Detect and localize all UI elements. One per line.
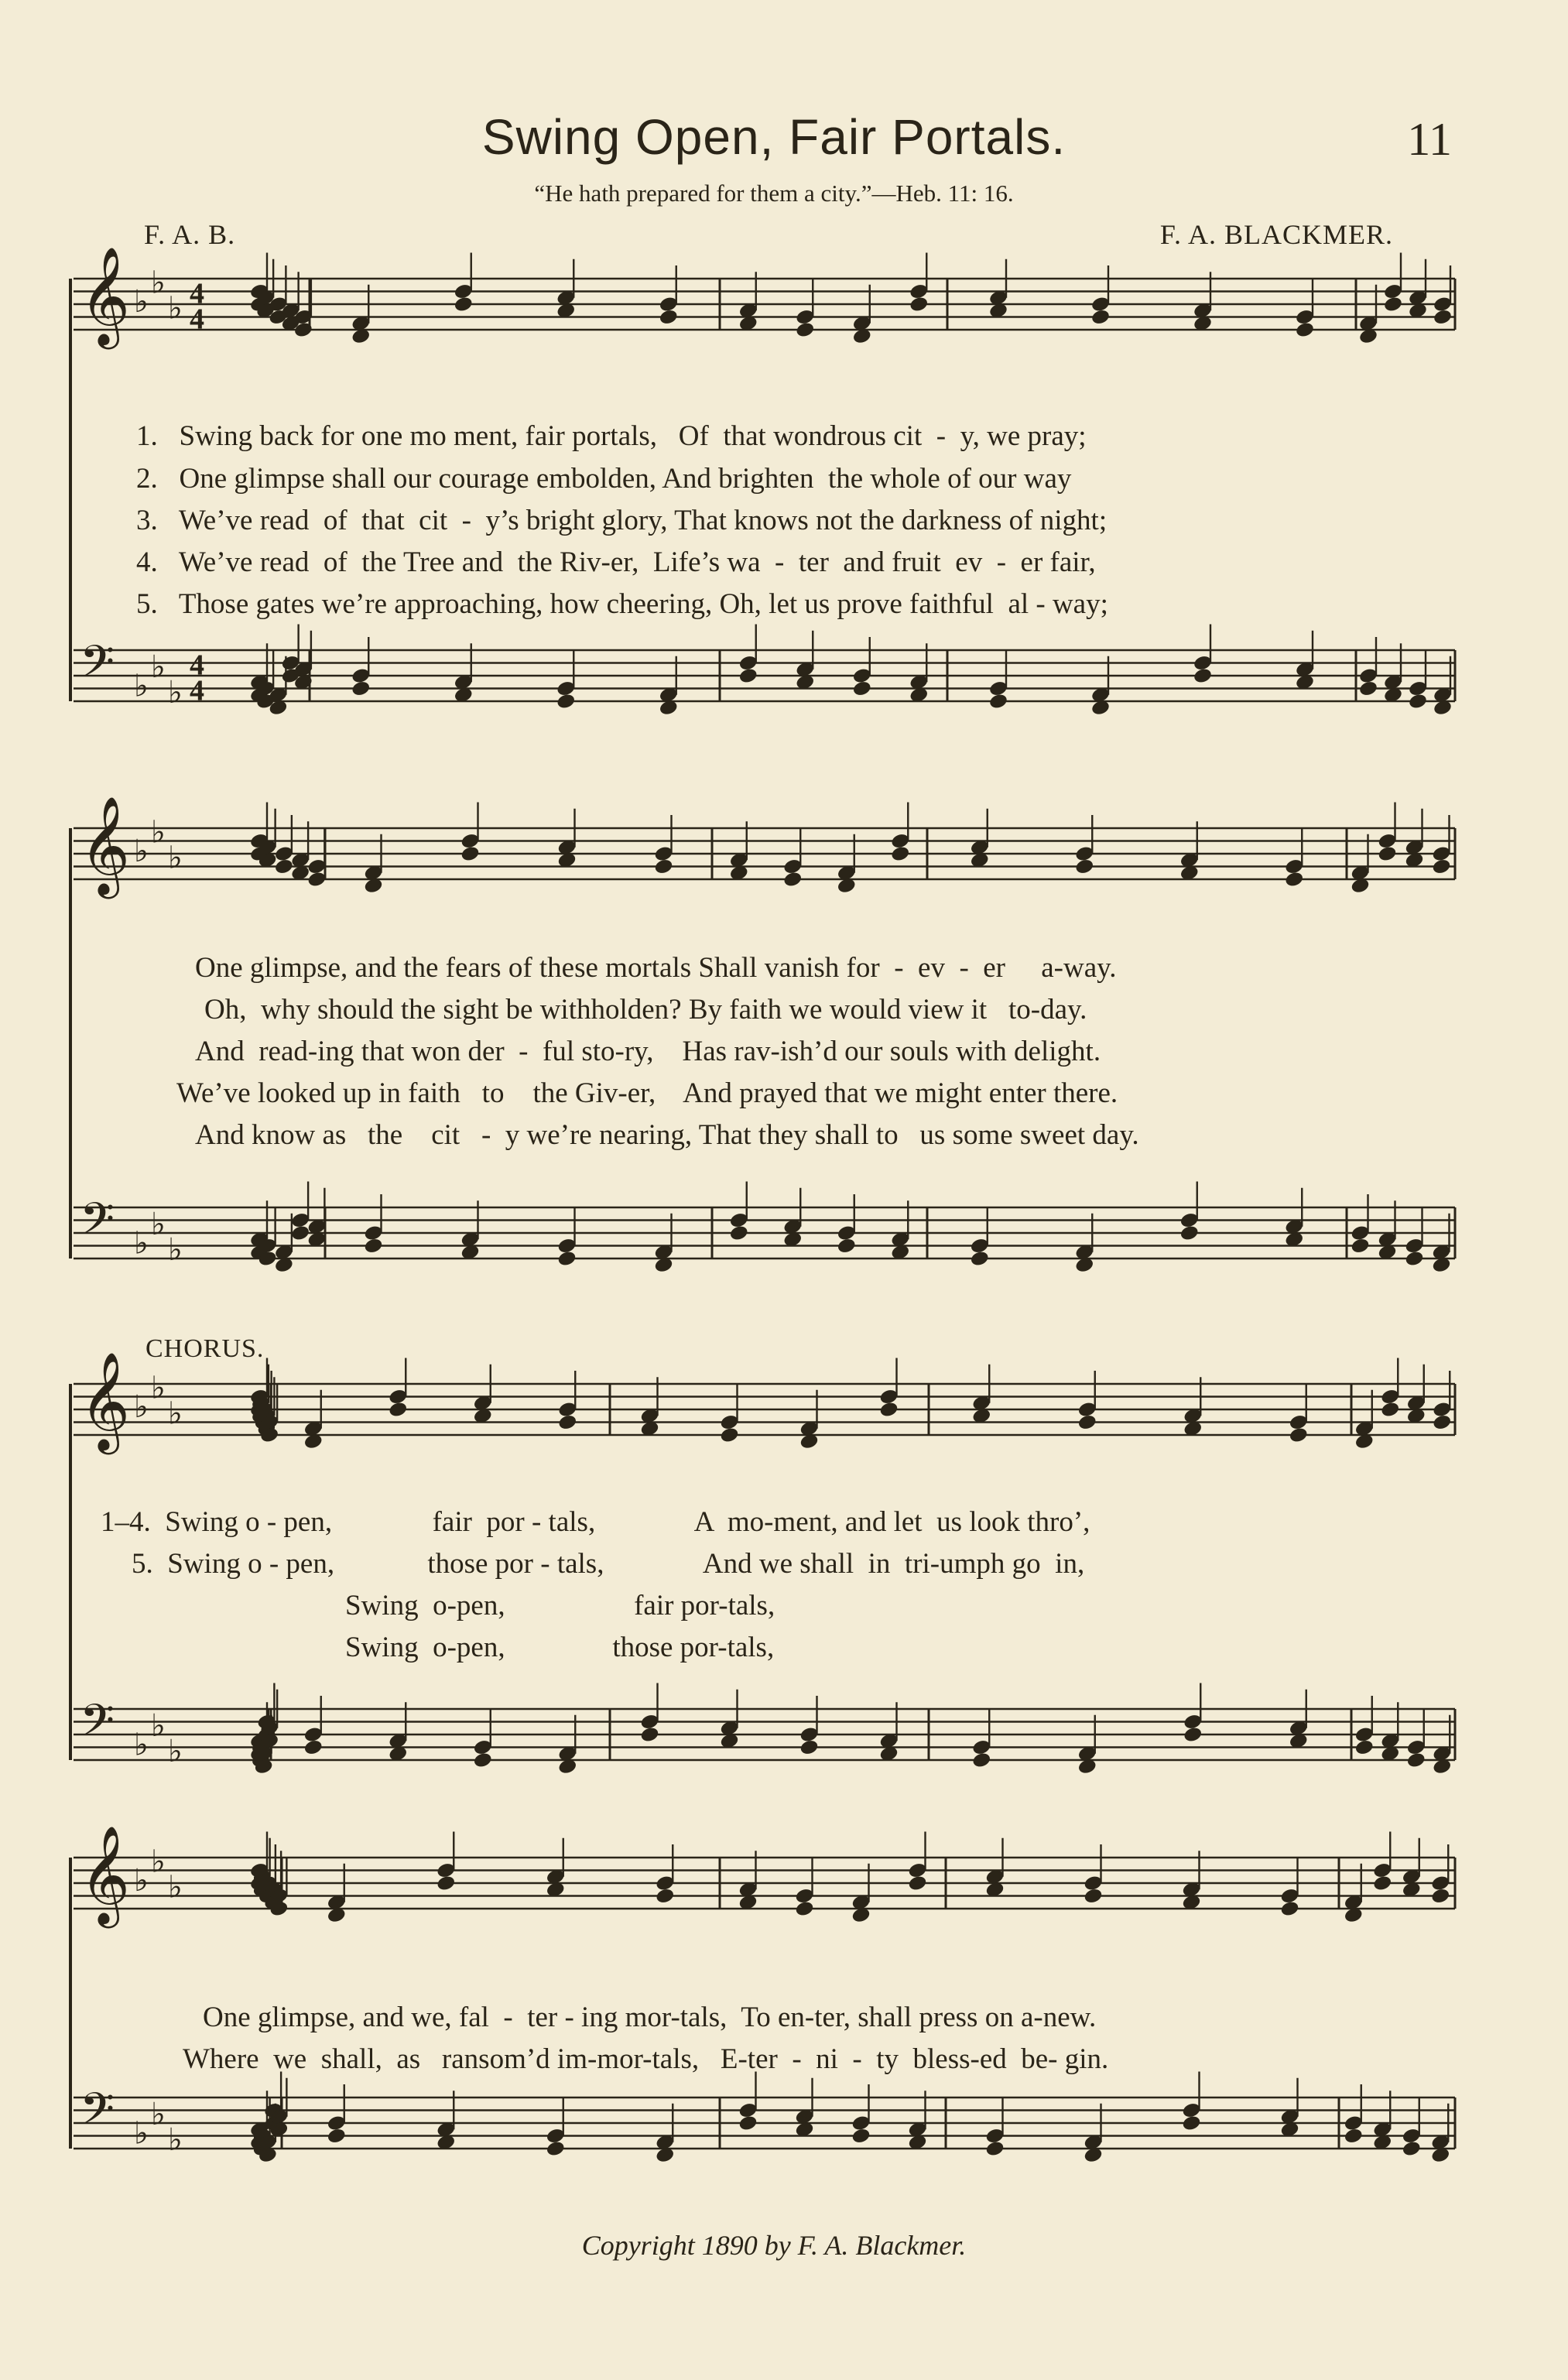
time-signature: 4 (190, 277, 204, 310)
chorus-line-2-a: One glimpse, and we, fal - ter - ing mor-tals, To en-ter, shall press on a-new. (203, 2002, 1097, 2033)
notehead (1404, 1250, 1424, 1268)
notehead (970, 1250, 990, 1268)
notehead (1074, 858, 1094, 875)
flat-icon: ♭ (151, 265, 166, 301)
notehead (556, 1250, 577, 1268)
music-system-2 (0, 795, 1568, 1324)
notehead (1431, 858, 1451, 875)
chorus-label: CHORUS. (146, 1334, 265, 1363)
scripture-epigraph: “He hath prepared for them a city.”—Heb. 11: 16. (534, 180, 1014, 207)
notehead (988, 693, 1008, 711)
notehead (729, 1224, 749, 1242)
notehead (655, 1887, 675, 1905)
notehead (1183, 1726, 1203, 1744)
flat-icon: ♭ (151, 814, 166, 851)
flat-icon: ♭ (168, 1733, 183, 1769)
notehead (1430, 1887, 1450, 1905)
time-signature: 4 (190, 303, 204, 336)
notehead (659, 308, 679, 326)
treble-clef-icon: 𝄞 (80, 245, 131, 345)
flat-icon: ♭ (134, 1727, 149, 1763)
flat-icon: ♭ (151, 1206, 166, 1242)
treble-staff (74, 1384, 1455, 1435)
notehead (1377, 845, 1397, 863)
flat-icon: ♭ (134, 834, 149, 869)
notehead (1289, 1426, 1309, 1444)
notehead (1383, 296, 1403, 313)
notehead (460, 845, 480, 863)
notehead (1358, 680, 1378, 697)
notehead (1083, 1887, 1103, 1905)
chorus-line-2-b: Where we shall, as ransom’d im-mor-tals, E-ter - ni - ty bless-ed be- gin. (183, 2043, 1109, 2075)
verse-1-line-2: One glimpse, and the fears of these mortals Shall vanish for - ev - er a-way. (195, 952, 1117, 984)
notehead (351, 680, 371, 697)
flat-icon: ♭ (168, 840, 183, 876)
notehead (639, 1726, 659, 1744)
notehead (852, 680, 872, 697)
time-signature: 4 (190, 674, 204, 707)
notehead (794, 1900, 814, 1918)
flat-icon: ♭ (151, 2096, 166, 2132)
notehead (878, 1401, 899, 1419)
flat-icon: ♭ (151, 649, 166, 685)
notehead (274, 858, 294, 875)
verse-4-line-1: 4. We’ve read of the Tree and the Riv-er, Life’s wa - ter and fruit ev - er fair, (136, 546, 1096, 578)
notehead (454, 296, 474, 313)
bass-clef-icon: 𝄢 (80, 635, 115, 700)
bass-staff (74, 1709, 1455, 1760)
notehead (1380, 1401, 1400, 1419)
bass-clef-icon: 𝄢 (80, 1193, 115, 1257)
flat-icon: ♭ (134, 1225, 149, 1262)
notehead (327, 2127, 347, 2145)
notehead (782, 871, 803, 889)
notehead (473, 1752, 493, 1769)
page-number: 11 (1407, 114, 1452, 165)
notehead (1432, 1413, 1452, 1431)
bass-clef-icon: 𝄢 (80, 1694, 115, 1758)
flat-icon: ♭ (168, 290, 183, 327)
notehead (1279, 1900, 1299, 1918)
flat-icon: ♭ (134, 668, 149, 704)
notehead (546, 2140, 566, 2158)
chorus-line-1-a: 1–4. Swing o - pen, fair por - tals, A mo-ment, and let us look thro’, (101, 1506, 1090, 1538)
notehead (1408, 693, 1428, 711)
flat-icon: ♭ (134, 1863, 149, 1899)
notehead (984, 2140, 1005, 2158)
verse-5-line-1: 5. Those gates we’re approaching, how cheering, Oh, let us prove faithful al - way; (136, 588, 1108, 620)
chorus-line-1-d: Swing o-pen, those por-tals, (345, 1632, 775, 1663)
copyright-notice: Copyright 1890 by F. A. Blackmer. (581, 2230, 967, 2261)
verse-3-line-2: And read-ing that won der - ful sto-ry, Has rav-ish’d our souls with delight. (195, 1036, 1101, 1067)
verse-5-line-2: And know as the cit - y we’re nearing, That they shall to us some sweet day. (195, 1119, 1139, 1151)
notehead (363, 1237, 383, 1255)
time-signature: 4 (190, 649, 204, 682)
flat-icon: ♭ (151, 1844, 166, 1880)
notehead (795, 321, 815, 339)
hymn-title: Swing Open, Fair Portals. (481, 109, 1066, 165)
notehead (1344, 2127, 1364, 2145)
flat-icon: ♭ (168, 1395, 183, 1432)
notehead (388, 1401, 408, 1419)
notehead (1295, 321, 1315, 339)
notehead (557, 1413, 577, 1431)
notehead (290, 1224, 310, 1242)
notehead (653, 858, 673, 875)
notehead (303, 1738, 324, 1756)
treble-clef-icon: 𝄞 (80, 1351, 131, 1450)
notehead (851, 2127, 871, 2145)
notehead (1284, 871, 1304, 889)
flat-icon: ♭ (134, 1389, 149, 1425)
notehead (738, 667, 758, 685)
notehead (1090, 308, 1111, 326)
verse-4-line-2: We’ve looked up in faith to the Giv-er, And prayed that we might enter there. (176, 1077, 1118, 1109)
notehead (1372, 1875, 1392, 1892)
composer-credit: F. A. BLACKMER. (1159, 219, 1393, 250)
notehead (799, 1738, 819, 1756)
notehead (1433, 308, 1453, 326)
notehead (719, 1426, 739, 1444)
flat-icon: ♭ (151, 1370, 166, 1406)
notehead (1402, 2140, 1422, 2158)
notehead (1406, 1752, 1426, 1769)
bass-clef-icon: 𝄢 (80, 2083, 115, 2147)
notehead (971, 1752, 991, 1769)
flat-icon: ♭ (168, 1869, 183, 1906)
flat-icon: ♭ (168, 2121, 183, 2158)
notehead (1179, 1224, 1200, 1242)
flat-icon: ♭ (151, 1707, 166, 1744)
music-system-4 (0, 1824, 1568, 2229)
notehead (1354, 1738, 1375, 1756)
verse-3-line-1: 3. We’ve read of that cit - y’s bright glory, That knows not the darkness of night; (136, 505, 1108, 536)
notehead (556, 693, 576, 711)
music-system-3 (0, 1351, 1568, 1833)
flat-icon: ♭ (134, 2115, 149, 2152)
notehead (1193, 667, 1213, 685)
notehead (1181, 2115, 1201, 2132)
verse-2-line-2: Oh, why should the sight be withholden? By faith we would view it to-day. (204, 994, 1087, 1026)
notehead (738, 2115, 758, 2132)
notehead (436, 1875, 456, 1892)
verse-2-line-1: 2. One glimpse shall our courage embolden, And brighten the whole of our way (136, 463, 1072, 495)
notehead (907, 1875, 927, 1892)
flat-icon: ♭ (168, 1231, 183, 1268)
notehead (837, 1237, 857, 1255)
flat-icon: ♭ (168, 674, 183, 711)
notehead (1077, 1413, 1097, 1431)
treble-clef-icon: 𝄞 (80, 795, 131, 895)
notehead (890, 845, 910, 863)
chorus-line-1-b: 5. Swing o - pen, those por - tals, And we shall in tri-umph go in, (132, 1548, 1085, 1580)
lyricist-credit: F. A. B. (144, 219, 236, 250)
notehead (909, 296, 929, 313)
chorus-line-1-c: Swing o-pen, fair por-tals, (345, 1590, 775, 1621)
treble-clef-icon: 𝄞 (80, 1824, 131, 1924)
verse-1-line-1: 1. Swing back for one mo ment, fair portals, Of that wondrous cit - y, we pray; (136, 420, 1087, 452)
flat-icon: ♭ (134, 284, 149, 320)
notehead (1350, 1237, 1370, 1255)
